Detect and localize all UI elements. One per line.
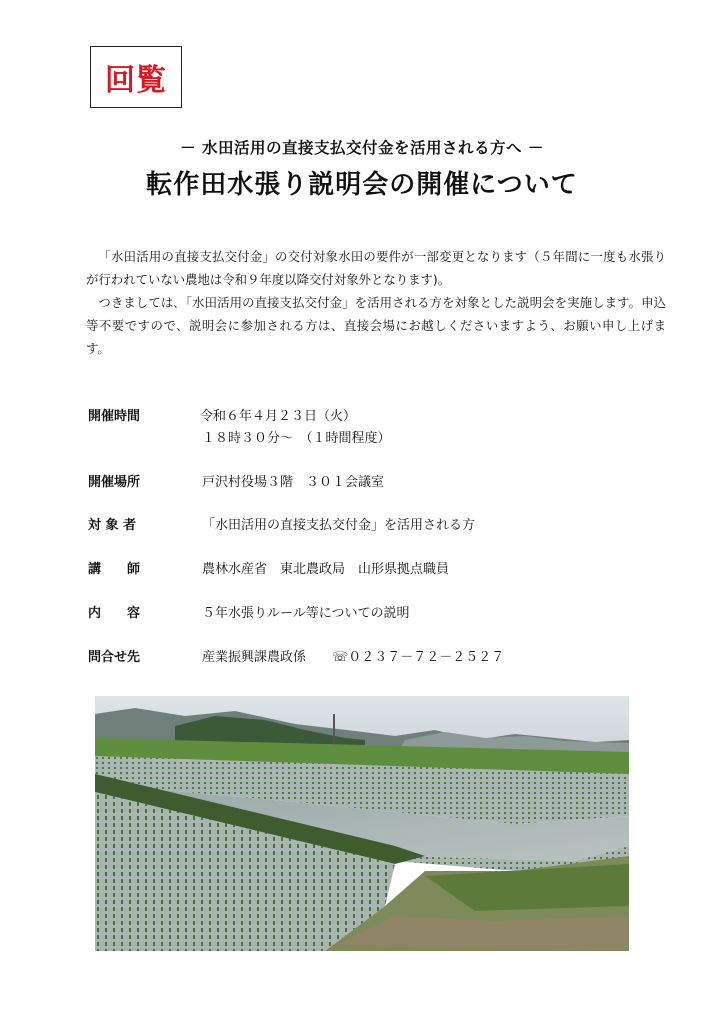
intro-paragraph-2: つきましては､「水田活用の直接支払交付金」を活用される方を対象とした説明会を実施します。申込等不要ですので、説明会に参加される方は、直接会場にお越しくださいますよう、お願い申し上げます。 [86, 295, 666, 356]
detail-value-target: 「水田活用の直接支払交付金」を活用される方 [202, 518, 476, 533]
detail-label-datetime: 開催時間 [88, 409, 141, 424]
detail-label-venue: 開催場所 [88, 475, 141, 490]
detail-value-lecturer: 農林水産省 東北農政局 山形県拠点職員 [202, 562, 450, 577]
rice-paddy-photo [95, 696, 629, 951]
detail-value-venue: 戸沢村役場３階 ３０１会議室 [202, 475, 385, 490]
detail-value-time: １８時３０分～ （１時間程度） [202, 431, 391, 446]
utility-pole [333, 714, 335, 744]
intro-text [86, 245, 666, 360]
intro-paragraph-1: 「水田活用の直接支払交付金」の交付対象水田の要件が一部変更となります（５年間に一度も水張りが行われていない農地は令和９年度以降交付対象外となります)。 [86, 249, 666, 287]
circulation-stamp [90, 46, 182, 108]
page-subtitle: － 水田活用の直接支払交付金を活用される方へ － [180, 139, 544, 157]
detail-label-lecturer: 講 師 [88, 562, 141, 577]
detail-label-target: 対 象 者 [88, 518, 137, 533]
page-title: 転作田水張り説明会の開催について [146, 170, 578, 200]
detail-value-date: 令和６年４月２３日（火） [200, 409, 357, 424]
rice-paddy-illustration [95, 696, 629, 951]
detail-label-content: 内 容 [88, 606, 141, 621]
detail-value-contact: 産業振興課農政係 ☏０２３７－７２－２５２７ [202, 650, 505, 665]
detail-label-contact: 問合せ先 [88, 650, 141, 665]
stamp-label: 回覧 [105, 63, 167, 98]
detail-value-content: ５年水張りルール等についての説明 [202, 606, 410, 621]
